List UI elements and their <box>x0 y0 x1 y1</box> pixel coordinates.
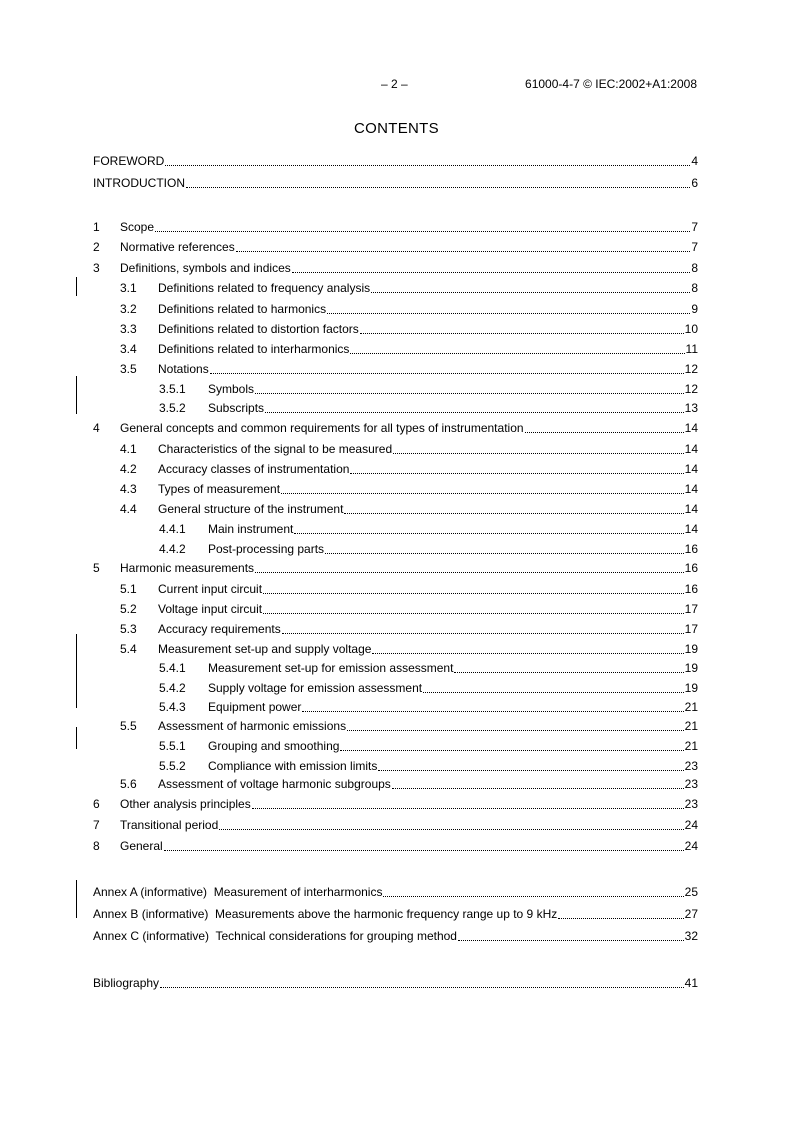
toc-entry-page: 19 <box>684 681 698 695</box>
toc-entry-5-3[interactable] <box>120 616 698 636</box>
toc-entry-number: 3.1 <box>120 281 137 295</box>
toc-entry-title: Bibliography <box>93 976 160 990</box>
toc-entry-page: 17 <box>684 622 698 636</box>
toc-entry-title: Compliance with emission limits <box>208 759 378 773</box>
leader-dots <box>454 671 683 673</box>
toc-entry-page: 16 <box>684 542 698 556</box>
toc-entry-5-4-1[interactable] <box>159 655 698 675</box>
leader-dots <box>160 986 684 988</box>
toc-entry-number: 4.1 <box>120 442 137 456</box>
toc-entry-page: 14 <box>684 482 698 496</box>
toc-entry-page: 16 <box>684 582 698 596</box>
toc-entry-page: 12 <box>684 362 698 376</box>
toc-entry-page: 4 <box>691 154 698 168</box>
leader-dots <box>350 472 683 474</box>
toc-entry-4-1[interactable] <box>120 436 698 456</box>
toc-entry-page: 14 <box>684 522 698 536</box>
toc-entry-number: 3.3 <box>120 322 137 336</box>
toc-entry-5-4-3[interactable] <box>159 694 698 714</box>
toc-entry-title: Transitional period <box>120 818 219 832</box>
leader-dots <box>155 230 690 232</box>
leader-dots <box>350 352 684 354</box>
toc-entry-number: 4.3 <box>120 482 137 496</box>
toc-entry-title: Other analysis principles <box>120 797 251 811</box>
toc-entry-title: Harmonic measurements <box>120 561 255 575</box>
toc-entry-7[interactable] <box>93 812 698 832</box>
toc-entry-number: 5.5.2 <box>159 759 186 773</box>
contents-title: CONTENTS <box>354 120 439 137</box>
toc-entry-title: Definitions related to frequency analysis <box>158 281 371 295</box>
toc-entry-title: Current input circuit <box>158 582 263 596</box>
toc-entry-3-5-1[interactable] <box>159 376 698 396</box>
toc-entry-page: 14 <box>684 502 698 516</box>
leader-dots <box>282 632 684 634</box>
leader-dots <box>263 592 684 594</box>
toc-entry-number: 5.4.1 <box>159 661 186 675</box>
toc-entry-title: Assessment of harmonic emissions <box>158 719 347 733</box>
toc-entry-title: Main instrument <box>208 522 294 536</box>
toc-entry-page: 21 <box>684 719 698 733</box>
leader-dots <box>392 787 684 789</box>
toc-entry-4[interactable] <box>93 415 698 435</box>
toc-entry-4-4-2[interactable] <box>159 536 698 556</box>
toc-entry-4-4-1[interactable] <box>159 516 698 536</box>
toc-entry-title: Definitions related to distortion factors <box>158 322 359 336</box>
toc-entry-5-5-1[interactable] <box>159 733 698 753</box>
toc-entry-title: FOREWORD <box>93 154 165 168</box>
leader-dots <box>265 411 684 413</box>
toc-entry-6[interactable] <box>93 791 698 811</box>
toc-entry-annex-c[interactable] <box>93 923 698 943</box>
toc-entry-4-2[interactable] <box>120 456 698 476</box>
change-bar <box>76 634 77 708</box>
toc-entry-title: Equipment power <box>208 700 302 714</box>
toc-entry-5-2[interactable] <box>120 596 698 616</box>
toc-entry-4-3[interactable] <box>120 476 698 496</box>
toc-entry-3-1[interactable] <box>120 275 698 295</box>
toc-entry-title: Accuracy requirements <box>158 622 281 636</box>
toc-entry-title: Normative references <box>120 240 235 254</box>
toc-entry-5-4-2[interactable] <box>159 675 698 695</box>
toc-entry-page: 7 <box>691 220 698 234</box>
toc-entry-5-5-2[interactable] <box>159 753 698 773</box>
toc-entry-number: 5.3 <box>120 622 137 636</box>
toc-entry-5-6[interactable] <box>120 771 698 791</box>
toc-entry-number: 3.4 <box>120 342 137 356</box>
toc-entry-3-2[interactable] <box>120 296 698 316</box>
toc-entry-page: 8 <box>691 261 698 275</box>
standard-reference: 61000-4-7 © IEC:2002+A1:2008 <box>525 77 697 91</box>
leader-dots <box>236 250 691 252</box>
toc-entry-page: 14 <box>684 421 698 435</box>
toc-entry-title: INTRODUCTION <box>93 176 185 190</box>
leader-dots <box>302 710 683 712</box>
toc-entry-page: 14 <box>684 442 698 456</box>
toc-entry-3-4[interactable] <box>120 336 698 356</box>
toc-entry-page: 17 <box>684 602 698 616</box>
leader-dots <box>252 807 684 809</box>
toc-entry-title: Characteristics of the signal to be measured <box>158 442 393 456</box>
toc-entry-number: 3.5.1 <box>159 382 186 396</box>
leader-dots <box>186 186 690 188</box>
toc-entry-page: 19 <box>684 661 698 675</box>
toc-entry-page: 32 <box>684 929 698 943</box>
toc-entry-number: 5.6 <box>120 777 137 791</box>
leader-dots <box>325 552 684 554</box>
toc-entry-number: 3.5 <box>120 362 137 376</box>
toc-entry-bibliography[interactable] <box>93 970 698 990</box>
leader-dots <box>292 271 691 273</box>
leader-dots <box>263 612 684 614</box>
toc-entry-title: Definitions, symbols and indices <box>120 261 291 275</box>
toc-entry-number: 3.5.2 <box>159 401 186 415</box>
toc-entry-5-1[interactable] <box>120 576 698 596</box>
change-bar <box>76 727 77 749</box>
toc-entry-title: Annex A (informative) Measurement of interharmonics <box>93 885 383 899</box>
leader-dots <box>340 749 683 751</box>
leader-dots <box>371 291 690 293</box>
toc-entry-title: Assessment of voltage harmonic subgroups <box>158 777 391 791</box>
leader-dots <box>360 332 684 334</box>
toc-entry-page: 7 <box>691 240 698 254</box>
toc-entry-title: Annex C (informative) Technical considerations for grouping method <box>93 929 457 943</box>
toc-entry-number: 5.4.3 <box>159 700 186 714</box>
toc-entry-page: 19 <box>684 642 698 656</box>
leader-dots <box>344 512 683 514</box>
toc-entry-number: 7 <box>93 818 100 832</box>
toc-entry-2[interactable] <box>93 234 698 254</box>
toc-entry-title: Definitions related to interharmonics <box>158 342 350 356</box>
leader-dots <box>393 452 684 454</box>
change-bar <box>76 277 77 296</box>
leader-dots <box>372 652 683 654</box>
toc-entry-3[interactable] <box>93 255 698 275</box>
toc-entry-1[interactable] <box>93 214 698 234</box>
leader-dots <box>255 392 684 394</box>
toc-entry-title: Voltage input circuit <box>158 602 263 616</box>
leader-dots <box>294 532 683 534</box>
toc-entry-page: 23 <box>684 797 698 811</box>
change-bar <box>76 376 77 414</box>
toc-entry-number: 5.5.1 <box>159 739 186 753</box>
toc-entry-number: 4 <box>93 421 100 435</box>
leader-dots <box>347 729 684 731</box>
toc-entry-page: 24 <box>684 839 698 853</box>
toc-entry-page: 16 <box>684 561 698 575</box>
toc-entry-page: 21 <box>684 739 698 753</box>
toc-entry-5-5[interactable] <box>120 713 698 733</box>
toc-entry-number: 5.4 <box>120 642 137 656</box>
toc-entry-5[interactable] <box>93 555 698 575</box>
leader-dots <box>525 431 684 433</box>
toc-entry-5-4[interactable] <box>120 636 698 656</box>
page-number: – 2 – <box>381 77 408 91</box>
toc-entry-title: General <box>120 839 163 853</box>
toc-entry-number: 2 <box>93 240 100 254</box>
toc-entry-annex-a[interactable] <box>93 879 698 899</box>
toc-entry-page: 9 <box>691 302 698 316</box>
toc-entry-page: 27 <box>684 907 698 921</box>
toc-entry-title: Types of measurement <box>158 482 281 496</box>
toc-entry-title: Measurement set-up for emission assessment <box>208 661 454 675</box>
leader-dots <box>281 492 684 494</box>
toc-entry-foreword[interactable] <box>93 148 698 168</box>
leader-dots <box>423 691 684 693</box>
toc-entry-number: 1 <box>93 220 100 234</box>
toc-entry-page: 6 <box>691 176 698 190</box>
leader-dots <box>558 917 683 919</box>
toc-entry-page: 23 <box>684 759 698 773</box>
toc-entry-page: 14 <box>684 462 698 476</box>
toc-entry-title: Post-processing parts <box>208 542 325 556</box>
toc-entry-page: 11 <box>685 342 698 356</box>
toc-entry-title: Grouping and smoothing <box>208 739 340 753</box>
toc-entry-number: 5.2 <box>120 602 137 616</box>
toc-entry-page: 13 <box>684 401 698 415</box>
toc-entry-title: Supply voltage for emission assessment <box>208 681 423 695</box>
leader-dots <box>255 571 684 573</box>
toc-entry-page: 41 <box>684 976 698 990</box>
toc-entry-page: 12 <box>684 382 698 396</box>
toc-entry-3-5[interactable] <box>120 356 698 376</box>
toc-entry-title: General structure of the instrument <box>158 502 344 516</box>
toc-entry-number: 4.2 <box>120 462 137 476</box>
toc-entry-annex-b[interactable] <box>93 901 698 921</box>
toc-entry-title: Subscripts <box>208 401 265 415</box>
toc-entry-number: 5.4.2 <box>159 681 186 695</box>
toc-entry-number: 3.2 <box>120 302 137 316</box>
toc-entry-title: Measurement set-up and supply voltage <box>158 642 372 656</box>
toc-entry-title: General concepts and common requirements for all types of instrumentation <box>120 421 524 435</box>
toc-entry-page: 25 <box>684 885 698 899</box>
toc-entry-page: 8 <box>691 281 698 295</box>
toc-entry-title: Scope <box>120 220 155 234</box>
leader-dots <box>327 312 690 314</box>
change-bar <box>76 880 77 918</box>
toc-entry-number: 6 <box>93 797 100 811</box>
toc-entry-page: 21 <box>684 700 698 714</box>
toc-entry-number: 4.4.1 <box>159 522 186 536</box>
toc-entry-title: Symbols <box>208 382 255 396</box>
toc-entry-8[interactable] <box>93 833 698 853</box>
toc-entry-page: 10 <box>684 322 698 336</box>
toc-entry-title: Accuracy classes of instrumentation <box>158 462 350 476</box>
toc-entry-introduction[interactable] <box>93 170 698 190</box>
toc-entry-title: Notations <box>158 362 209 376</box>
toc-entry-title: Annex B (informative) Measurements above the harmonic frequency range up to 9 kHz <box>93 907 558 921</box>
leader-dots <box>165 164 690 166</box>
toc-entry-3-3[interactable] <box>120 316 698 336</box>
toc-entry-number: 8 <box>93 839 100 853</box>
leader-dots <box>210 372 684 374</box>
toc-entry-number: 4.4 <box>120 502 137 516</box>
toc-entry-page: 24 <box>684 818 698 832</box>
leader-dots <box>219 828 683 830</box>
toc-entry-number: 3 <box>93 261 100 275</box>
toc-entry-number: 5 <box>93 561 100 575</box>
toc-entry-3-5-2[interactable] <box>159 395 698 415</box>
toc-entry-4-4[interactable] <box>120 496 698 516</box>
leader-dots <box>164 849 684 851</box>
toc-entry-number: 5.5 <box>120 719 137 733</box>
toc-entry-title: Definitions related to harmonics <box>158 302 327 316</box>
toc-entry-number: 5.1 <box>120 582 137 596</box>
toc-entry-page: 23 <box>684 777 698 791</box>
toc-entry-number: 4.4.2 <box>159 542 186 556</box>
leader-dots <box>458 939 684 941</box>
leader-dots <box>383 895 683 897</box>
